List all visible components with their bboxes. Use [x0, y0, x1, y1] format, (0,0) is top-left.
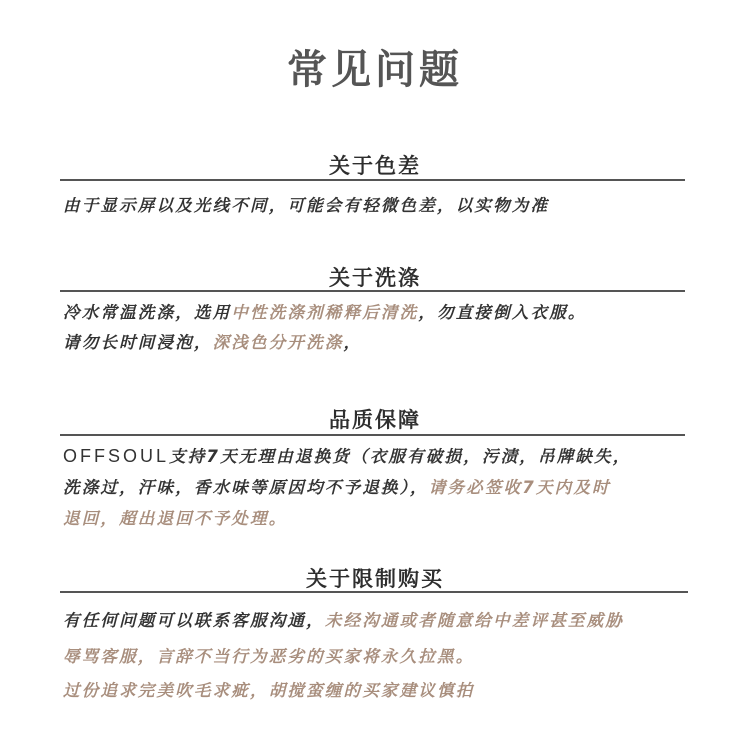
section-heading-quality-guarantee: 品质保障 — [329, 408, 421, 432]
restriction-line-2 — [63, 643, 474, 667]
brand-name: OFFSOUL — [63, 446, 170, 466]
section-divider — [60, 434, 685, 436]
section-heading-color-difference: 关于色差 — [329, 154, 421, 178]
restriction-line-1 — [63, 607, 624, 631]
section-divider — [60, 179, 685, 181]
text-segment: 有任何问题可以联系客服沟通， — [63, 611, 325, 630]
quality-line-1 — [63, 443, 632, 467]
text-segment: 由于显示屏以及光线不同，可能会有轻微色差，以实物为准 — [63, 196, 550, 215]
section-divider — [60, 290, 685, 292]
section-heading-washing: 关于洗涤 — [329, 266, 421, 290]
washing-line-1 — [63, 299, 587, 323]
text-segment: ， — [343, 333, 363, 352]
accent-text-segment: 深浅色分开洗涤 — [212, 333, 344, 352]
quality-line-3 — [63, 505, 287, 529]
page-title: 常见问题 — [287, 47, 463, 93]
text-segment: 冷水常温洗涤，选用 — [63, 303, 232, 322]
accent-text-segment: 中性洗涤剂稀释后清洗 — [231, 303, 419, 322]
text-segment: 请勿长时间浸泡， — [63, 333, 213, 352]
accent-text-segment: 未经沟通或者随意给中差评甚至威胁 — [324, 611, 625, 630]
text-segment: 支持7天无理由退换货（衣服有破损，污渍，吊牌缺失， — [169, 447, 632, 466]
accent-text-segment: 请务必签收7天内及时 — [428, 478, 611, 497]
color-difference-line-1 — [63, 192, 549, 216]
accent-text-segment: 辱骂客服，言辞不当行为恶劣的买家将永久拉黑。 — [63, 647, 475, 666]
text-segment: ，勿直接倒入衣服。 — [418, 303, 587, 322]
restriction-line-3 — [63, 677, 474, 701]
accent-text-segment: 退回，超出退回不予处理。 — [63, 509, 288, 528]
section-heading-purchase-restriction: 关于限制购买 — [306, 567, 444, 591]
quality-line-2 — [63, 474, 611, 498]
text-segment: 洗涤过，汗味，香水味等原因均不予退换）， — [63, 478, 429, 497]
section-divider — [60, 591, 688, 593]
washing-line-2 — [63, 329, 362, 353]
accent-text-segment: 过份追求完美吹毛求疵，胡搅蛮缠的买家建议慎拍 — [63, 681, 475, 700]
